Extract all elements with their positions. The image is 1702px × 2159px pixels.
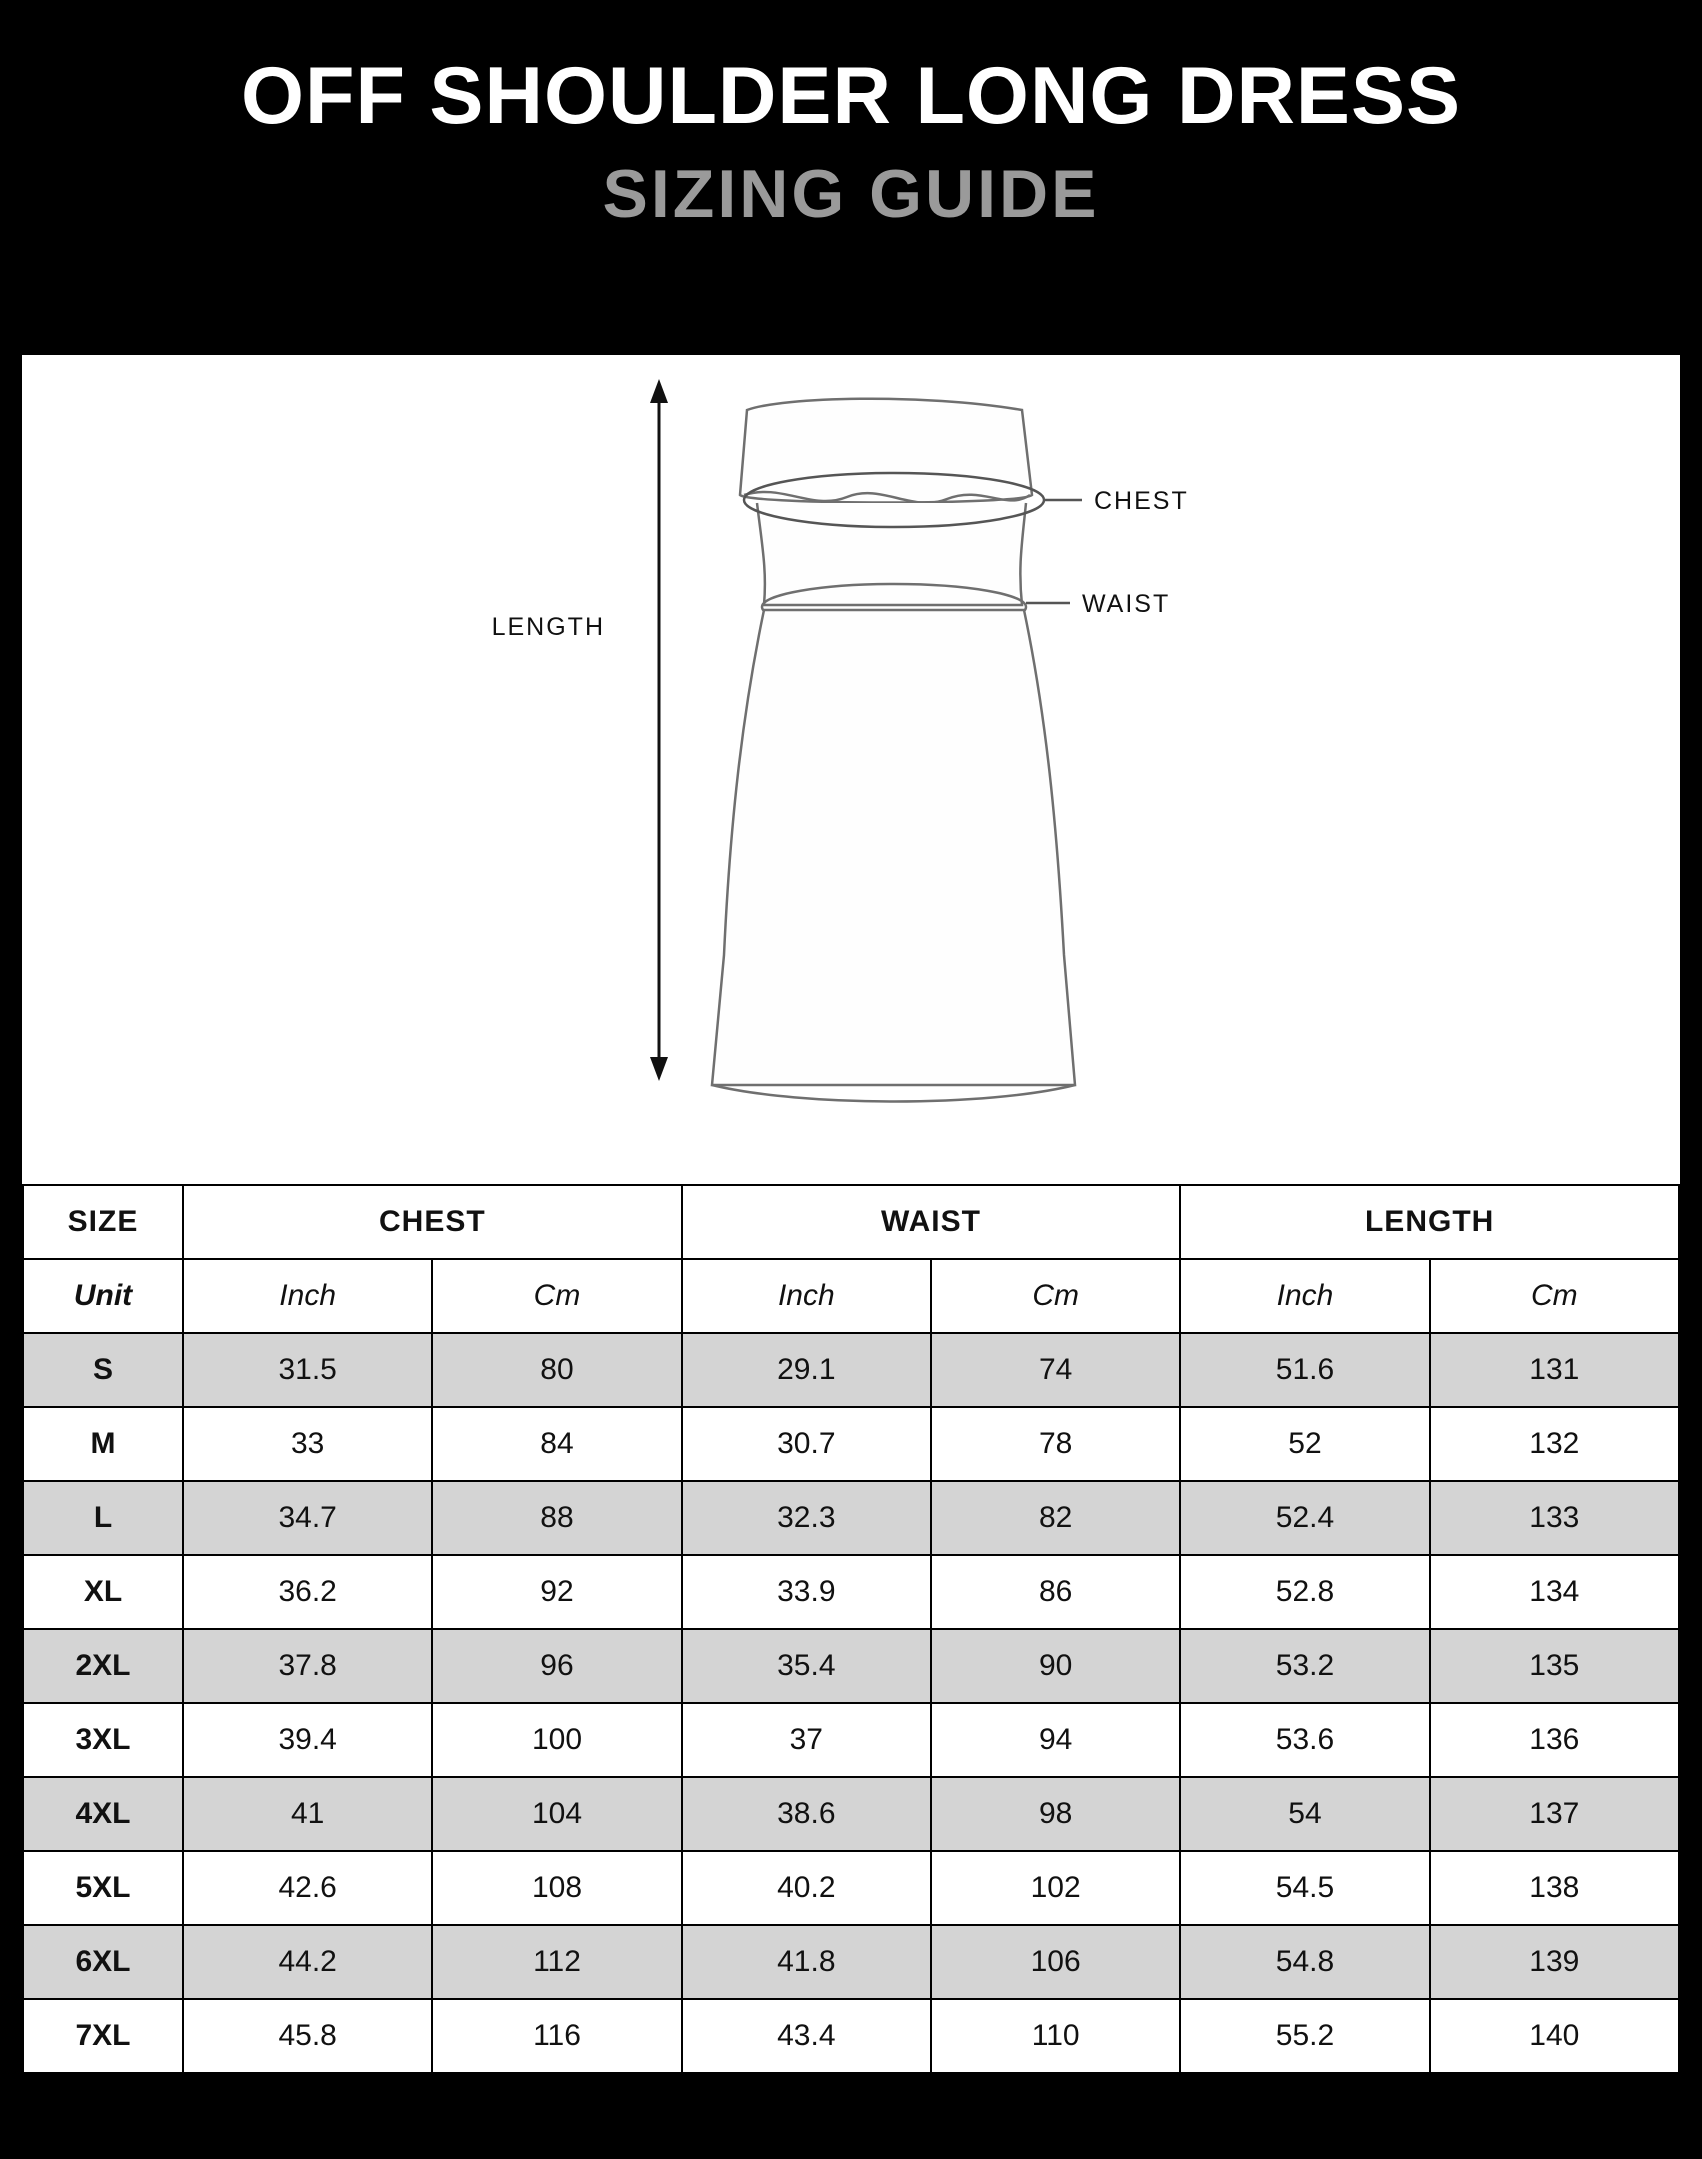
- page-subtitle: SIZING GUIDE: [602, 156, 1100, 233]
- table-row: [23, 1999, 1679, 2073]
- row-waist-inch: 43.4: [682, 1999, 931, 2073]
- header-size: SIZE: [23, 1185, 183, 1259]
- row-size: 6XL: [23, 1925, 183, 1999]
- dress-outline: [712, 399, 1075, 1102]
- table-row: [23, 1851, 1679, 1925]
- row-chest-inch: 45.8: [183, 1999, 432, 2073]
- row-waist-inch: 41.8: [682, 1925, 931, 1999]
- row-waist-inch: 32.3: [682, 1481, 931, 1555]
- row-size: L: [23, 1481, 183, 1555]
- table-row: [23, 1333, 1679, 1407]
- table-row: [23, 1925, 1679, 1999]
- row-chest-cm: 112: [432, 1925, 681, 1999]
- row-length-inch: 54.5: [1180, 1851, 1429, 1925]
- unit-chest-cm: Cm: [432, 1259, 681, 1333]
- page-header: [0, 0, 1702, 233]
- row-length-cm: 140: [1430, 1999, 1679, 2073]
- row-chest-cm: 92: [432, 1555, 681, 1629]
- length-arrow-head-bottom: [650, 1057, 668, 1081]
- row-waist-inch: 37: [682, 1703, 931, 1777]
- row-chest-inch: 42.6: [183, 1851, 432, 1925]
- row-chest-cm: 108: [432, 1851, 681, 1925]
- row-length-cm: 134: [1430, 1555, 1679, 1629]
- row-length-cm: 138: [1430, 1851, 1679, 1925]
- chest-label: CHEST: [1094, 487, 1189, 515]
- row-waist-cm: 102: [931, 1851, 1180, 1925]
- row-length-inch: 52.8: [1180, 1555, 1429, 1629]
- unit-label: Unit: [23, 1259, 183, 1333]
- table-row: [23, 1407, 1679, 1481]
- unit-length-inch: Inch: [1180, 1259, 1429, 1333]
- table-row: [23, 1629, 1679, 1703]
- row-length-inch: 54.8: [1180, 1925, 1429, 1999]
- row-waist-cm: 106: [931, 1925, 1180, 1999]
- row-chest-inch: 36.2: [183, 1555, 432, 1629]
- row-size: 7XL: [23, 1999, 183, 2073]
- row-waist-inch: 29.1: [682, 1333, 931, 1407]
- row-chest-cm: 80: [432, 1333, 681, 1407]
- row-chest-inch: 39.4: [183, 1703, 432, 1777]
- row-size: 2XL: [23, 1629, 183, 1703]
- page-title: OFF SHOULDER LONG DRESS: [240, 51, 1462, 141]
- row-chest-cm: 104: [432, 1777, 681, 1851]
- table-row: [23, 1481, 1679, 1555]
- length-label: LENGTH: [491, 613, 605, 641]
- row-chest-cm: 96: [432, 1629, 681, 1703]
- row-size: 3XL: [23, 1703, 183, 1777]
- row-waist-cm: 90: [931, 1629, 1180, 1703]
- row-waist-cm: 82: [931, 1481, 1180, 1555]
- row-waist-cm: 78: [931, 1407, 1180, 1481]
- unit-length-cm: Cm: [1430, 1259, 1679, 1333]
- row-size: XL: [23, 1555, 183, 1629]
- row-waist-cm: 74: [931, 1333, 1180, 1407]
- row-length-inch: 52.4: [1180, 1481, 1429, 1555]
- row-chest-cm: 100: [432, 1703, 681, 1777]
- row-length-cm: 137: [1430, 1777, 1679, 1851]
- row-waist-inch: 40.2: [682, 1851, 931, 1925]
- size-table-wrapper: [22, 1184, 1680, 2074]
- waist-label: WAIST: [1082, 590, 1171, 618]
- unit-waist-inch: Inch: [682, 1259, 931, 1333]
- length-arrow-head-top: [650, 379, 668, 403]
- row-waist-cm: 110: [931, 1999, 1180, 2073]
- row-size: 5XL: [23, 1851, 183, 1925]
- row-chest-inch: 31.5: [183, 1333, 432, 1407]
- table-unit-row: [23, 1259, 1679, 1333]
- unit-chest-inch: Inch: [183, 1259, 432, 1333]
- row-size: M: [23, 1407, 183, 1481]
- row-size: S: [23, 1333, 183, 1407]
- row-chest-inch: 34.7: [183, 1481, 432, 1555]
- row-chest-inch: 44.2: [183, 1925, 432, 1999]
- row-size: 4XL: [23, 1777, 183, 1851]
- row-length-cm: 131: [1430, 1333, 1679, 1407]
- table-row: [23, 1555, 1679, 1629]
- row-length-cm: 135: [1430, 1629, 1679, 1703]
- row-length-inch: 51.6: [1180, 1333, 1429, 1407]
- row-waist-cm: 86: [931, 1555, 1180, 1629]
- row-length-cm: 139: [1430, 1925, 1679, 1999]
- row-chest-inch: 41: [183, 1777, 432, 1851]
- row-waist-inch: 30.7: [682, 1407, 931, 1481]
- header-length: LENGTH: [1180, 1185, 1679, 1259]
- size-table: [22, 1184, 1680, 2074]
- row-chest-inch: 37.8: [183, 1629, 432, 1703]
- row-length-inch: 53.2: [1180, 1629, 1429, 1703]
- row-length-inch: 53.6: [1180, 1703, 1429, 1777]
- row-length-cm: 133: [1430, 1481, 1679, 1555]
- table-group-header-row: [23, 1185, 1679, 1259]
- row-chest-cm: 116: [432, 1999, 681, 2073]
- row-length-inch: 52: [1180, 1407, 1429, 1481]
- row-waist-cm: 98: [931, 1777, 1180, 1851]
- dress-diagram: [22, 355, 1680, 1184]
- row-waist-inch: 33.9: [682, 1555, 931, 1629]
- row-length-cm: 132: [1430, 1407, 1679, 1481]
- table-row: [23, 1703, 1679, 1777]
- illustration-panel: [22, 355, 1680, 1184]
- row-waist-cm: 94: [931, 1703, 1180, 1777]
- row-length-cm: 136: [1430, 1703, 1679, 1777]
- row-waist-inch: 38.6: [682, 1777, 931, 1851]
- header-chest: CHEST: [183, 1185, 682, 1259]
- header-waist: WAIST: [682, 1185, 1181, 1259]
- row-waist-inch: 35.4: [682, 1629, 931, 1703]
- row-chest-inch: 33: [183, 1407, 432, 1481]
- row-chest-cm: 88: [432, 1481, 681, 1555]
- table-row: [23, 1777, 1679, 1851]
- table-body: [23, 1259, 1679, 2073]
- row-length-inch: 55.2: [1180, 1999, 1429, 2073]
- row-length-inch: 54: [1180, 1777, 1429, 1851]
- row-chest-cm: 84: [432, 1407, 681, 1481]
- unit-waist-cm: Cm: [931, 1259, 1180, 1333]
